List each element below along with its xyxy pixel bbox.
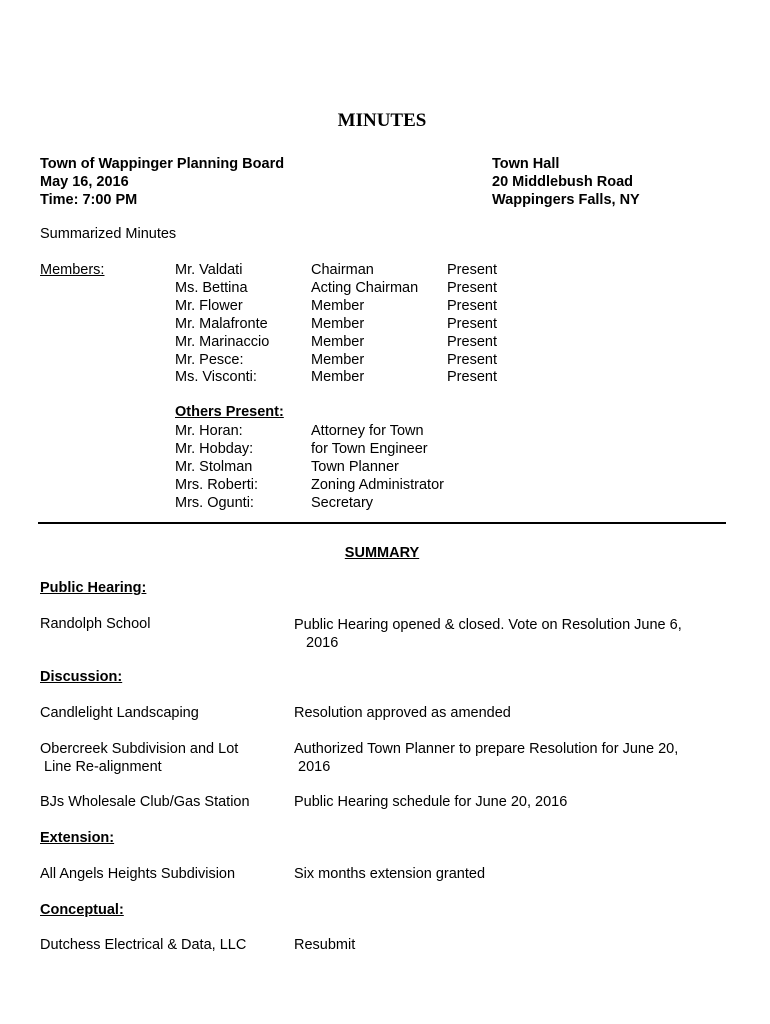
members-status — [447, 262, 497, 387]
item-name: Randolph School — [40, 616, 151, 632]
other-role: Attorney for Town — [311, 423, 424, 439]
member-status: Present — [447, 297, 497, 314]
summarized-label: Summarized Minutes — [40, 226, 177, 242]
member-name: Mr. Pesce: — [175, 351, 244, 368]
member-role: Member — [311, 315, 365, 332]
other-role: for Town Engineer — [311, 440, 428, 457]
member-name: Mr. Malafronte — [175, 315, 268, 332]
other-name: Mr. Hobday: — [175, 440, 254, 457]
item-name-line: Line Re-alignment — [44, 759, 162, 775]
venue-info — [492, 155, 640, 209]
others-roles — [311, 423, 444, 513]
others-names — [175, 423, 258, 513]
summary-heading: SUMMARY — [344, 545, 420, 561]
item-action-line: 2016 — [306, 635, 339, 651]
meeting-time: Time: 7:00 PM — [40, 192, 138, 208]
other-name: Mrs. Roberti: — [175, 476, 258, 493]
member-role: Member — [311, 351, 365, 368]
member-status: Present — [447, 279, 497, 296]
item-name: All Angels Heights Subdivision — [40, 866, 236, 882]
item-name: Candlelight Landscaping — [40, 705, 199, 721]
member-role: Member — [311, 297, 365, 314]
member-status: Present — [447, 369, 497, 386]
item-action: Six months extension granted — [294, 866, 486, 882]
venue-street: 20 Middlebush Road — [492, 174, 633, 190]
member-status: Present — [447, 333, 497, 350]
conceptual-heading: Conceptual: — [40, 902, 124, 918]
other-role: Secretary — [311, 494, 374, 511]
section-divider — [38, 522, 726, 524]
item-name-line: Obercreek Subdivision and Lot — [40, 741, 239, 757]
other-name: Mr. Stolman — [175, 458, 253, 475]
item-name: BJs Wholesale Club/Gas Station — [40, 794, 250, 810]
item-action-line: Public Hearing opened & closed. Vote on Resolution June 6, — [294, 617, 682, 633]
item-action: Resubmit — [294, 937, 356, 953]
member-role: Member — [311, 369, 365, 386]
member-role: Chairman — [311, 262, 374, 278]
item-name — [40, 740, 238, 776]
member-name: Mr. Marinaccio — [175, 333, 270, 350]
other-name: Mrs. Ogunti: — [175, 494, 254, 511]
venue-name: Town Hall — [492, 156, 560, 172]
item-name: Dutchess Electrical & Data, LLC — [40, 937, 247, 953]
members-names — [175, 262, 269, 387]
member-name: Mr. Flower — [175, 297, 243, 314]
discussion-heading: Discussion: — [40, 669, 123, 685]
extension-heading: Extension: — [40, 830, 115, 846]
item-action: Public Hearing schedule for June 20, 2016 — [294, 794, 568, 810]
member-name: Mr. Valdati — [175, 262, 243, 278]
member-role: Acting Chairman — [311, 279, 419, 296]
member-status: Present — [447, 262, 497, 278]
other-name: Mr. Horan: — [175, 423, 243, 439]
item-action-line: 2016 — [298, 759, 331, 775]
member-name: Ms. Bettina — [175, 279, 248, 296]
member-name: Ms. Visconti: — [175, 369, 257, 386]
venue-city: Wappingers Falls, NY — [492, 192, 640, 208]
member-status: Present — [447, 351, 497, 368]
others-label: Others Present: — [175, 404, 284, 420]
item-action — [294, 740, 678, 776]
item-action — [294, 616, 682, 652]
board-info — [40, 155, 284, 209]
page-title: MINUTES — [337, 110, 427, 131]
members-roles — [311, 262, 418, 387]
meeting-date: May 16, 2016 — [40, 174, 129, 190]
other-role: Town Planner — [311, 458, 399, 475]
members-label: Members: — [40, 262, 105, 278]
other-role: Zoning Administrator — [311, 476, 444, 493]
member-status: Present — [447, 315, 497, 332]
item-action-line: Authorized Town Planner to prepare Resolution for June 20, — [294, 741, 679, 757]
public-hearing-heading: Public Hearing: — [40, 580, 147, 596]
member-role: Member — [311, 333, 365, 350]
board-name: Town of Wappinger Planning Board — [40, 156, 285, 172]
item-action: Resolution approved as amended — [294, 705, 511, 721]
